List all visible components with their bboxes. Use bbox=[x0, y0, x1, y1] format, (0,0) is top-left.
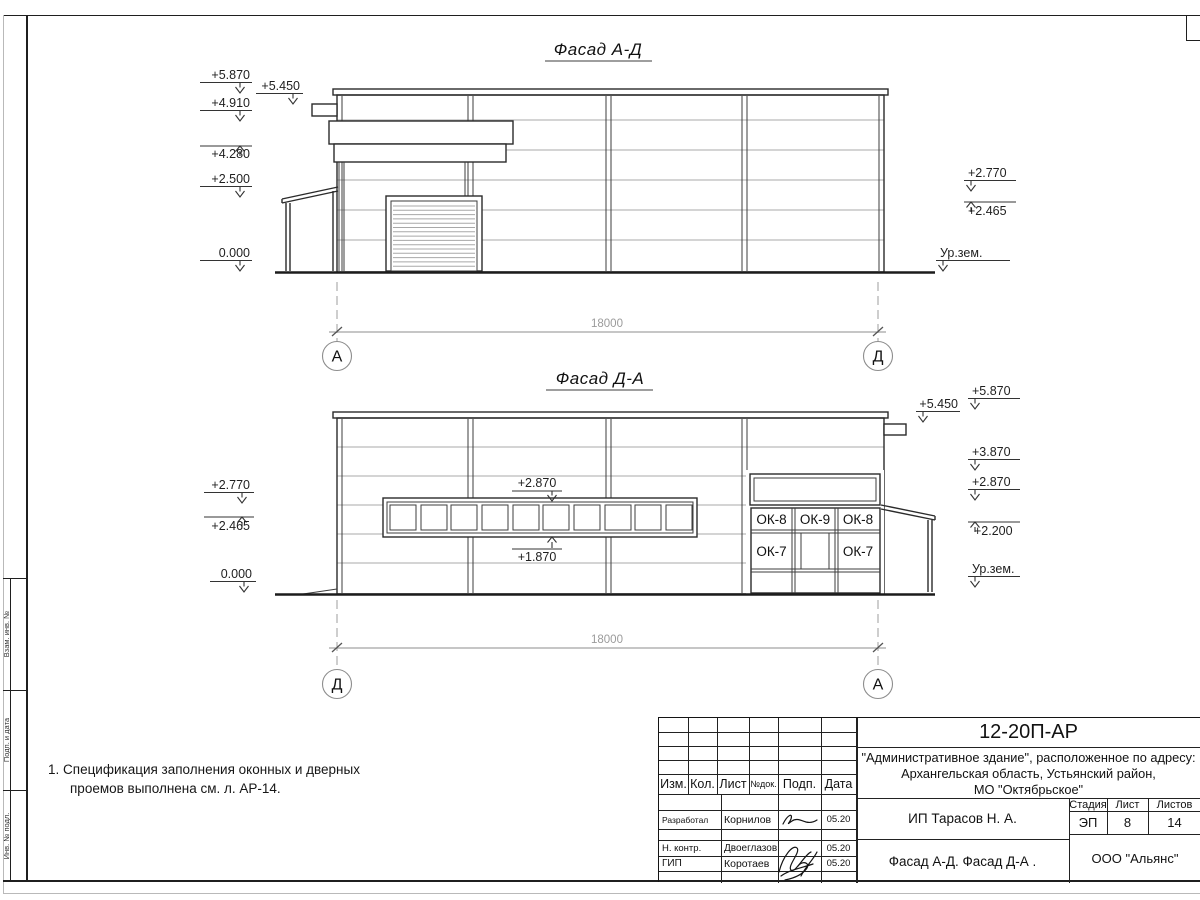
role-developed-label: Разработал bbox=[662, 814, 709, 825]
elevation-label: +5.870 bbox=[211, 68, 250, 82]
opening-label: ОК-8 bbox=[756, 512, 787, 527]
elevation-label: 0.000 bbox=[218, 246, 250, 260]
elevation-label: +4.280 bbox=[211, 147, 250, 161]
note-line-1: 1. Спецификация заполнения оконных и дверных bbox=[48, 762, 360, 777]
elevation-mark bbox=[204, 478, 254, 503]
role-gip-name: Коротаев bbox=[724, 857, 770, 870]
dimension-18000-top bbox=[329, 282, 886, 341]
axis-letter: А bbox=[331, 348, 343, 366]
rollup-door bbox=[386, 196, 482, 271]
role-gip-label: ГИП bbox=[662, 858, 682, 869]
elevation-mark bbox=[968, 522, 1020, 538]
sheet-number: 8 bbox=[1123, 815, 1132, 830]
dimension-label: 18000 bbox=[591, 318, 623, 330]
opening-label: ОК-7 bbox=[842, 544, 874, 559]
role-gip-date: 05.20 bbox=[826, 858, 851, 869]
sheet-label: Лист bbox=[1115, 798, 1140, 811]
elevation-mark bbox=[204, 517, 254, 533]
company-name: ООО "Альянс" bbox=[1091, 851, 1179, 866]
canopy-soffit bbox=[334, 144, 506, 162]
rev-header-kol: Кол. bbox=[690, 777, 715, 791]
elevation-label: +2.465 bbox=[968, 204, 1007, 218]
role-ncontrol-label: Н. контр. bbox=[662, 842, 702, 854]
lean-to-left bbox=[282, 187, 338, 271]
storefront bbox=[746, 470, 884, 594]
elevation-label: +2.465 bbox=[211, 519, 250, 533]
elevation-label: +5.870 bbox=[972, 384, 1011, 398]
elevation-label: +3.870 bbox=[972, 445, 1011, 459]
role-developed-date: 05.20 bbox=[826, 814, 851, 825]
axis-letter: А bbox=[872, 676, 884, 694]
role-developed-name: Корнилов bbox=[724, 813, 772, 826]
opening-label: ОК-8 bbox=[842, 512, 874, 527]
title-block bbox=[658, 717, 1200, 882]
rev-header-ndok: №док. bbox=[750, 779, 777, 789]
sheet-title: Фасад А-Д. Фасад Д-А . bbox=[888, 853, 1037, 869]
dimension-label: 18000 bbox=[591, 634, 623, 646]
elevation-mark bbox=[964, 202, 1016, 218]
lean-to-right bbox=[881, 505, 935, 592]
elevation-label: +5.450 bbox=[261, 79, 300, 93]
elevation-label: +2.200 bbox=[974, 524, 1013, 538]
axis-letter: Д bbox=[331, 676, 343, 694]
elevation-mark bbox=[210, 567, 256, 592]
elevation-mark bbox=[200, 172, 252, 197]
axis-marker-a bbox=[323, 342, 352, 371]
elevation-label: +2.770 bbox=[968, 166, 1007, 180]
opening-label: ОК-9 bbox=[799, 512, 831, 527]
elevation-mark bbox=[916, 397, 960, 422]
role-ncontrol-date: 05.20 bbox=[826, 842, 851, 854]
elevation-mark bbox=[968, 445, 1020, 470]
axis-marker-d bbox=[864, 342, 893, 371]
sheet-note bbox=[48, 760, 360, 798]
rev-header-list: Лист bbox=[719, 777, 747, 791]
stamp-label-vzam: Взам. инв. № bbox=[2, 610, 11, 658]
elevation-label: +2.770 bbox=[211, 478, 250, 492]
role-ncontrol-name: Двоеглазов bbox=[724, 842, 778, 854]
elevation-label: Ур.зем. bbox=[972, 562, 1015, 576]
window-band bbox=[383, 498, 697, 537]
facade-da-title: Фасад Д-А bbox=[555, 369, 645, 388]
axis-letter: Д bbox=[872, 348, 884, 366]
elevation-label: Ур.зем. bbox=[940, 246, 983, 260]
spandrel-panel bbox=[750, 474, 880, 505]
rev-header-podp: Подп. bbox=[782, 777, 817, 791]
elevation-label: +5.450 bbox=[919, 397, 958, 411]
elevation-mark bbox=[200, 68, 252, 93]
elevation-mark bbox=[964, 166, 1016, 191]
elevation-mark bbox=[200, 146, 252, 161]
project-line-2: Архангельская область, Устьянский район, bbox=[901, 765, 1156, 781]
elevation-mark bbox=[256, 79, 303, 104]
elevation-mark bbox=[968, 475, 1020, 500]
project-line-3: МО "Октябрьское" bbox=[973, 781, 1084, 797]
sheets-total: 14 bbox=[1167, 815, 1182, 830]
facade-ad-drawing bbox=[200, 40, 1016, 371]
facade-da-drawing bbox=[204, 369, 1020, 699]
project-line-1: "Административное здание", расположенное по адресу: bbox=[861, 749, 1196, 765]
elevation-mark bbox=[200, 96, 252, 121]
roof-vent bbox=[312, 104, 337, 116]
stamp-label-inv: Инв. № подл. bbox=[2, 812, 11, 860]
elevation-label: +2.500 bbox=[211, 172, 250, 186]
sheets-label: Листов bbox=[1156, 798, 1193, 811]
stamp-label-podp: Подп. и дата bbox=[2, 717, 11, 763]
elevation-mark bbox=[968, 384, 1020, 409]
signature-developed bbox=[780, 811, 820, 828]
parapet-cap bbox=[333, 412, 888, 418]
roof-vent bbox=[884, 424, 906, 435]
stage-label: Стадия bbox=[1069, 798, 1107, 811]
note-line-2: проемов выполнена см. л. АР-14. bbox=[70, 781, 281, 796]
elevation-label: 0.000 bbox=[220, 567, 252, 581]
canopy-fascia bbox=[329, 121, 513, 144]
axis-marker-a bbox=[864, 670, 893, 699]
parapet-cap bbox=[333, 89, 888, 95]
rev-header-izm: Изм. bbox=[660, 777, 687, 791]
elevation-label: +2.870 bbox=[972, 475, 1011, 489]
dimension-18000-bottom bbox=[329, 600, 886, 669]
signature-ncontrol-gip bbox=[773, 836, 825, 882]
opening-label: ОК-7 bbox=[756, 544, 787, 559]
elevation-label: +4.910 bbox=[211, 96, 250, 110]
elevation-label: +1.870 bbox=[517, 550, 557, 564]
client-name: ИП Тарасов Н. А. bbox=[908, 811, 1017, 826]
elevation-label: +2.870 bbox=[517, 476, 557, 490]
facade-ad-title: Фасад А-Д bbox=[553, 40, 643, 59]
axis-marker-d bbox=[323, 670, 352, 699]
elevation-mark bbox=[968, 562, 1020, 587]
elevation-mark bbox=[936, 246, 1010, 271]
rollup-slats bbox=[393, 206, 475, 266]
elevation-mark bbox=[200, 246, 252, 271]
doc-number: 12-20П-АР bbox=[979, 721, 1078, 743]
stage-value: ЭП bbox=[1078, 815, 1098, 830]
rev-header-data: Дата bbox=[824, 777, 853, 791]
